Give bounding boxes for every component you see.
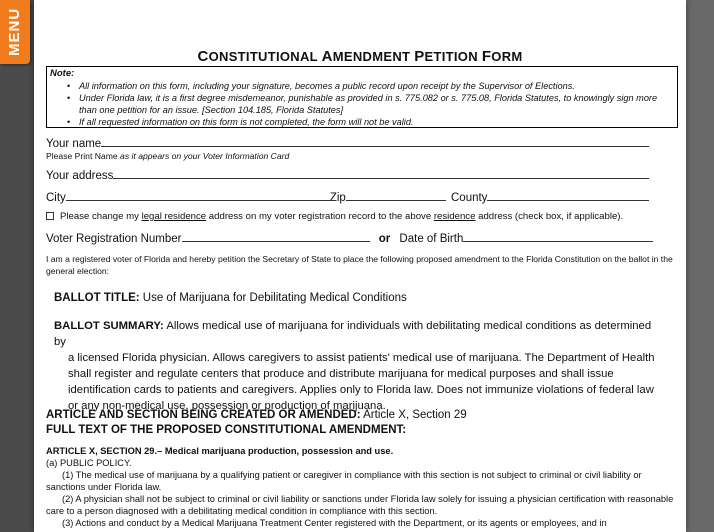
section-a2: (2) A physician shall not be subject to criminal or civil liability or sanctions under Florida law solely for issuing a physician certification with reasonable care to a person diagnosed with a debilitating medical condition in compliance with this section.	[46, 494, 674, 516]
your-name-field[interactable]	[101, 136, 649, 147]
print-name-hint: Please Print Name as it appears on your Voter Information Card	[46, 151, 290, 161]
residence-change-checkbox[interactable]	[46, 212, 54, 220]
your-address-field[interactable]	[113, 168, 649, 179]
city-zip-county-row	[46, 190, 649, 204]
ballot-summary: BALLOT SUMMARY: Allows medical use of marijuana for individuals with debilitating medical conditions as determined by a licensed Florida physician. Allows caregivers to assist patients' medical use of marijuana. The Department of Health shall register and regulate centers that produce and distribute marijuana for medical purposes and shall issue identification cards to patients and caregivers. Applies only to Florida law. Does not immunize violations of federal law or any non-medical use, possession or production of marijuana.	[54, 320, 655, 412]
voter-reg-field[interactable]	[182, 231, 370, 242]
article-heading: ARTICLE AND SECTION BEING CREATED OR AMENDED: Article X, Section 29 FULL TEXT OF THE PROPOSED CONSTITUTIONAL AMENDMENT:	[46, 409, 467, 436]
section-a1: (1) The medical use of marijuana by a qualifying patient or caregiver in compliance with this section is not subject to criminal or civil liability or sanctions under Florida law.	[46, 470, 642, 492]
your-name-row	[46, 136, 649, 150]
zip-label: Zip	[329, 192, 346, 204]
county-field[interactable]	[487, 190, 649, 201]
section-a3: (3) Actions and conduct by a Medical Marijuana Treatment Center registered with the Department, or its agents or employees, and in	[62, 518, 607, 528]
section-29-text	[46, 445, 676, 529]
city-label: City	[46, 192, 66, 204]
zip-field[interactable]	[346, 190, 446, 201]
ballot-title: BALLOT TITLE: Use of Marijuana for Debilitating Medical Conditions	[54, 292, 407, 304]
viewer-left-gutter	[0, 0, 34, 532]
menu-button[interactable]	[0, 0, 30, 64]
section-heading: ARTICLE X, SECTION 29.– Medical marijuana production, possession and use.	[46, 446, 394, 456]
note-label: Note:	[50, 68, 75, 79]
dob-label: Date of Birth	[399, 233, 464, 245]
dob-field[interactable]	[463, 231, 653, 242]
your-name-label: Your name	[46, 138, 102, 150]
residence-change-row: Please change my legal residence address on my voter registration record to the above residence address (check box, if applicable).	[46, 211, 623, 222]
note-item: • Under Florida law, it is a first degree misdemeanor, punishable as provided in s. 775.082 or s. 775.08, Florida Statutes, to knowingly sign more than one petition for an issue. [Section 104.185, Florida Statutes]	[67, 92, 675, 116]
voter-reg-label: Voter Registration Number	[46, 233, 182, 245]
county-label: County	[451, 192, 488, 204]
or-label: or	[378, 233, 391, 245]
note-item: • All information on this form, including your signature, becomes a public record upon receipt by the Supervisor of Elections.	[67, 80, 675, 92]
note-box	[46, 66, 678, 128]
voter-id-row	[46, 231, 653, 245]
form-title: CONSTITUTIONAL AMENDMENT PETITION FORM	[197, 48, 523, 65]
full-text-heading: FULL TEXT OF THE PROPOSED CONSTITUTIONAL AMENDMENT:	[46, 424, 407, 436]
note-item: • If all requested information on this form is not completed, the form will not be valid.	[67, 116, 675, 128]
document-page	[34, 0, 686, 532]
section-a: (a) PUBLIC POLICY.	[46, 458, 132, 468]
note-list	[67, 80, 675, 128]
city-field[interactable]	[66, 190, 330, 201]
your-address-row	[46, 168, 649, 182]
viewer-right-scroll-area[interactable]	[686, 0, 714, 532]
menu-label: MENU	[6, 7, 23, 57]
your-address-label: Your address	[46, 170, 114, 182]
petition-statement: I am a registered voter of Florida and hereby petition the Secretary of State to place the following proposed amendment to the Florida Constitution on the ballot in the general election:	[46, 254, 673, 276]
